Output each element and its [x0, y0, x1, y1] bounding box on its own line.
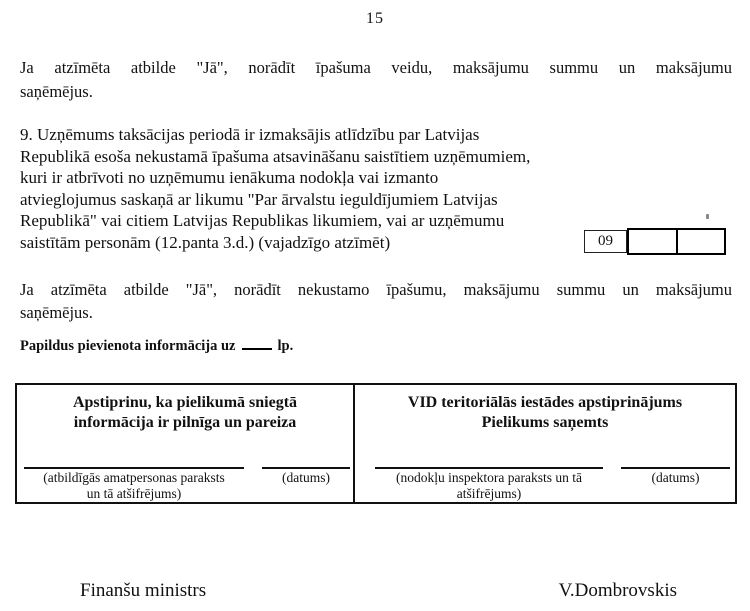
taxpayer-signature-caption: (atbildīgās amatpersonas paraksts [43, 470, 225, 485]
inspector-signature-caption: (nodokļu inspektora paraksts un tā [396, 470, 582, 485]
attachment-note [20, 337, 293, 354]
inspector-date-caption: (datums) [651, 470, 700, 485]
taxpayer-header-line: informācija ir pilnīga un pareiza [73, 413, 297, 431]
taxpayer-date-field[interactable] [262, 467, 350, 486]
intro-paragraph-line: Ja atzīmēta atbilde "Jā", norādīt īpašuma veidu, maksājumu summu un maksājumu [20, 58, 732, 77]
note-paragraph-line: Ja atzīmēta atbilde "Jā", norādīt nekustamo īpašumu, maksājumu summu un maksājumu [20, 280, 732, 299]
taxpayer-date-caption: (datums) [282, 470, 330, 485]
inspector-date-field[interactable] [621, 467, 730, 486]
scan-speck [706, 214, 709, 219]
question-9-line: Republikā" vai citiem Latvijas Republikas likumiem, vai ar uzņēmumu [20, 211, 505, 230]
intro-paragraph [20, 56, 732, 104]
minister-title: Finanšu ministrs [80, 580, 207, 601]
taxpayer-confirmation-cell [17, 385, 355, 502]
question-9-line: Republikā esoša nekustamā īpašuma atsavināšanu saistītiem uzņēmumiem, [20, 146, 531, 166]
row-code-box: 09 [584, 230, 627, 253]
vid-header-line: VID teritoriālās iestādes apstiprinājums [407, 394, 683, 411]
vid-header-line: Pielikums saņemts [481, 413, 609, 431]
taxpayer-signature-caption: un tā atšifrējums) [86, 485, 182, 501]
inspector-signature-field[interactable] [375, 467, 603, 501]
pages-count-blank[interactable] [242, 337, 272, 350]
question-9-code-row [584, 228, 726, 255]
taxpayer-signature-row [24, 467, 350, 501]
question-9-line: atvieglojumus saskaņā ar likumu "Par ārvalstu ieguldījumiem Latvijas [20, 189, 498, 209]
answer-boxes [627, 228, 726, 255]
question-9-line: 9. Uzņēmums taksācijas periodā ir izmaksājis atlīdzību par Latvijas [20, 125, 480, 144]
attachment-note-prefix: Papildus pievienota informācija uz [20, 338, 236, 354]
note-paragraph [20, 278, 732, 324]
inspector-signature-row [375, 467, 730, 501]
question-9-line: kuri ir atbrīvoti no uzņēmumu ienākuma nodokļa vai izmanto [20, 168, 439, 187]
vid-confirmation-cell [355, 385, 735, 502]
answer-box-1[interactable] [629, 230, 678, 253]
taxpayer-signature-field[interactable] [24, 467, 244, 501]
answer-box-2[interactable] [678, 230, 725, 253]
taxpayer-header-line: Apstiprinu, ka pielikumā sniegtā [72, 394, 298, 411]
note-paragraph-line: saņēmējus. [20, 303, 93, 322]
question-9-line: saistītām personām (12.panta 3.d.) (vajadzīgo atzīmēt) [20, 232, 391, 252]
attachment-note-suffix: lp. [277, 338, 294, 354]
inspector-signature-caption: atšifrējums) [456, 485, 522, 501]
signature-table [15, 383, 737, 504]
intro-paragraph-line: saņēmējus. [20, 82, 93, 101]
page-number: 15 [366, 10, 384, 27]
taxpayer-confirmation-header [17, 393, 353, 432]
minister-name: V.Dombrovskis [558, 580, 677, 601]
question-9-paragraph [20, 124, 530, 253]
vid-confirmation-header [355, 393, 735, 432]
signatory-footer [80, 580, 677, 602]
